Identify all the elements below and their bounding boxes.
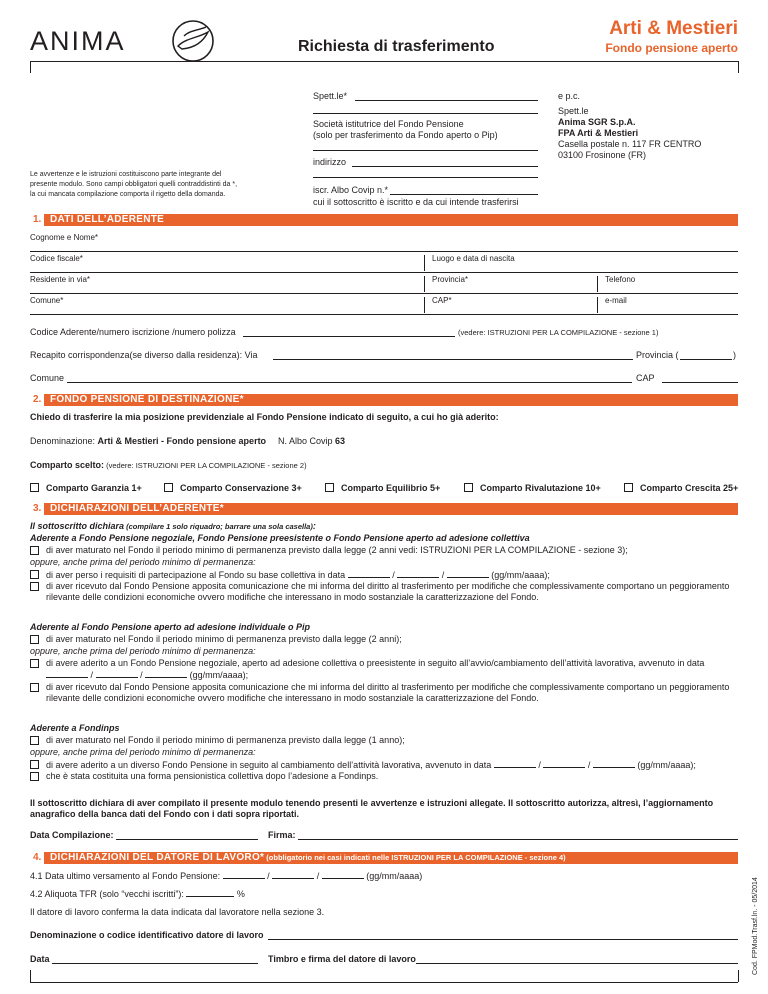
ultimo-versamento-yyyy[interactable] [322,870,364,879]
cognome-nome-label: Cognome e Nome* [30,233,99,242]
side-code: Cod. FPMod.Trasf.ln. - 05/2014 [752,877,759,975]
denominazione-row: Denominazione: Arti & Mestieri - Fondo pensione aperto [30,436,267,446]
company-line1: Società istitutrice del Fondo Pensione [313,119,464,129]
company-line2: (solo per trasferimento da Fondo aperto o Pip) [313,130,498,140]
ultimo-versamento-dd[interactable] [223,870,265,879]
recapito-provincia-close: ) [733,350,736,360]
ultimo-versamento-mm[interactable] [272,870,314,879]
comparto-crescita-checkbox[interactable] [624,483,633,492]
codice-fiscale-field[interactable] [30,272,738,273]
provincia-label: Provincia* [432,275,469,284]
conferma-text: Il datore di lavoro conferma la data indicata dal lavoratore nella sezione 3. [30,907,325,917]
recapito-cap-field[interactable] [662,382,738,383]
fund-name: Arti & Mestieri [609,18,738,39]
recapito-cap-label: CAP [636,373,655,383]
section3-intro: Il sottoscritto dichiara (compilare 1 solo riquadro; barrare una sola casella): [30,521,316,531]
aliquota-field[interactable] [186,888,234,897]
g1-date-mm[interactable] [397,569,439,578]
comparto-crescita-label: Comparto Crescita 25+ [640,483,739,493]
recapito-provincia-field[interactable] [680,359,732,360]
data-compilazione-field[interactable] [116,839,258,840]
spett-label: Spett.le* [313,91,348,101]
cc-line: 03100 Frosinone (FR) [558,150,647,160]
g3-opt3-checkbox[interactable] [30,772,39,781]
g3-date-yyyy[interactable] [593,759,635,768]
luogo-data-label: Luogo e data di nascita [432,254,515,263]
firma-field[interactable] [298,839,738,840]
section1-header: 1. DATI DELL’ADERENTE [30,214,738,226]
logo [30,18,220,62]
comparto-garanzia-label: Comparto Garanzia 1+ [46,483,142,493]
closing-statement: Il sottoscritto dichiara di aver compilato il presente modulo tenendo presenti le avvertenze e istruzioni allegate. Il sottoscritto autorizza, altresì, l’aggiornamento anagrafico della banca dati del Fondo con i dati sopra riportati. [30,798,714,819]
section4-header: 4. DICHIARAZIONI DEL DATORE DI LAVORO* (obbligatorio nei casi indicati nelle ISTRUZIONI PER LA COMPILAZIONE - sezione 4) [30,852,738,864]
cc-address [558,106,701,161]
g2-oppure: oppure, anche prima del periodo minimo di permanenza: [30,646,256,656]
timbro-label: Timbro e firma del datore di lavoro [268,954,416,964]
codice-aderente-label: Codice Aderente/numero iscrizione /numero polizza [30,327,236,337]
cognome-nome-field[interactable] [30,251,738,252]
g3-oppure: oppure, anche prima del periodo minimo di permanenza: [30,747,256,757]
g2-date-mm[interactable] [96,669,138,678]
g3-opt3-text: che è stata costituita una forma pensionistica collettiva dopo l’adesione a Fondinps. [46,771,379,781]
g2-date-dd[interactable] [46,669,88,678]
form-title: Richiesta di trasferimento [298,38,495,55]
g3-date-mm[interactable] [543,759,585,768]
g2-date-yyyy[interactable] [145,669,187,678]
g2-opt1-text: di aver maturato nel Fondo il periodo minimo di permanenza previsto dalla legge (2 anni); [46,634,402,644]
recapito-comune-field[interactable] [67,382,632,383]
residente-field[interactable] [30,293,738,294]
data-datore-field[interactable] [52,963,258,964]
codice-aderente-note: (vedere: ISTRUZIONI PER LA COMPILAZIONE - sezione 1) [458,328,659,337]
denominazione-datore-label: Denominazione o codice identificativo datore di lavoro [30,930,264,940]
company-field-2[interactable] [313,150,538,151]
company-name-field[interactable] [313,113,538,114]
section2-header: 2. FONDO PENSIONE DI DESTINAZIONE* [30,394,738,406]
codice-fiscale-label: Codice fiscale* [30,254,83,263]
g1-date-dd[interactable] [348,569,390,578]
g2-opt1-checkbox[interactable] [30,635,39,644]
cc-line: FPA Arti & Mestieri [558,128,639,138]
timbro-field[interactable] [416,963,738,964]
g3-opt2-checkbox[interactable] [30,760,39,769]
g1-opt1-text: di aver maturato nel Fondo il periodo minimo di permanenza previsto dalla legge (2 anni vedi: ISTRUZIONI PER LA COMPILAZIONE - sezione 3); [46,545,628,555]
cc-label: e p.c. [558,91,581,101]
email-label: e-mail [605,296,627,305]
cc-line: Spett.le [558,106,589,116]
albo-field[interactable] [390,194,538,195]
logo-text: ANIMA [30,26,126,56]
g1-opt3-checkbox[interactable] [30,582,39,591]
group1-title: Aderente a Fondo Pensione negoziale, Fondo Pensione preesistente o Fondo Pensione aperto ad adesione collettiva [30,533,530,543]
g3-opt2-text: di avere aderito a un diverso Fondo Pensione in seguito al cambiamento dell’attività lavorativa, avvenuto in data / / (gg/mm/aaaa); [46,760,696,770]
address-field-2[interactable] [313,177,538,178]
comparto-conservazione-label: Comparto Conservazione 3+ [180,483,302,493]
g1-opt2-text: di aver perso i requisiti di partecipazione al Fondo su base collettiva in data / / (gg/mm/aaaa); [46,570,550,580]
comparto-equilibrio-label: Comparto Equilibrio 5+ [341,483,441,493]
g1-opt1-checkbox[interactable] [30,546,39,555]
comparto-rivalutazione-checkbox[interactable] [464,483,473,492]
codice-aderente-field[interactable] [243,336,455,337]
aliquota-row: 4.2 Aliquota TFR (solo “vecchi iscritti”): % [30,889,245,899]
cap-label: CAP* [432,296,452,305]
firma-label: Firma: [268,830,296,840]
cc-line: Anima SGR S.p.A. [558,117,636,127]
comparto-equilibrio-checkbox[interactable] [325,483,334,492]
comune-field[interactable] [30,314,738,315]
comparto-rivalutazione-label: Comparto Rivalutazione 10+ [480,483,601,493]
g2-opt2-checkbox[interactable] [30,659,39,668]
denominazione-datore-field[interactable] [268,939,738,940]
fund-subtitle: Fondo pensione aperto [605,41,738,55]
spett-field[interactable] [355,100,538,101]
g1-oppure: oppure, anche prima del periodo minimo di permanenza: [30,557,256,567]
data-compilazione-label: Data Compilazione: [30,830,114,840]
g3-opt1-text: di aver maturato nel Fondo il periodo minimo di permanenza previsto dalla legge (1 anno); [46,735,405,745]
recapito-via-field[interactable] [273,359,633,360]
albo-note: cui il sottoscritto è iscritto e da cui intende trasferirsi [313,197,519,207]
g1-date-yyyy[interactable] [447,569,489,578]
telefono-label: Telefono [605,275,636,284]
comparto-garanzia-checkbox[interactable] [30,483,39,492]
residente-label: Residente in via* [30,275,91,284]
address-field[interactable] [352,166,538,167]
g2-opt3-text: di aver ricevuto dal Fondo Pensione apposita comunicazione che mi informa del diritto al trasferimento per modifiche che complessivamente comportano un peggioramento rilevante delle condizioni economiche ovvero modifiche che interessano in modo sostanziale la caratterizzazione del Fondo. [46,682,730,703]
cc-line: Casella postale n. 117 FR CENTRO [558,139,702,149]
g2-opt3-checkbox[interactable] [30,683,39,692]
address-label: indirizzo [313,157,347,167]
data-datore-label: Data [30,954,50,964]
recapito-label: Recapito corrispondenza(se diverso dalla residenza): Via [30,350,258,360]
g1-opt2-checkbox[interactable] [30,570,39,579]
g3-opt1-checkbox[interactable] [30,736,39,745]
comparto-conservazione-checkbox[interactable] [164,483,173,492]
group3-title: Aderente a Fondinps [30,723,120,733]
group2-title: Aderente al Fondo Pensione aperto ad adesione individuale o Pip [30,622,311,632]
recapito-provincia-label: Provincia ( [636,350,679,360]
recapito-comune-label: Comune [30,373,65,383]
albo-label: iscr. Albo Covip n.* [313,185,389,195]
logo-bird-icon [170,18,216,64]
comparto-row: Comparto scelto: (vedere: ISTRUZIONI PER LA COMPILAZIONE - sezione 2) [30,460,307,470]
section2-intro: Chiedo di trasferire la mia posizione previdenziale al Fondo Pensione indicato di seguito, a cui ho già aderito: [30,412,499,422]
g3-date-dd[interactable] [494,759,536,768]
albo-covip-row: N. Albo Covip 63 [278,436,346,446]
ultimo-versamento-row: 4.1 Data ultimo versamento al Fondo Pensione: / / (gg/mm/aaaa) [30,871,423,881]
g1-opt3-text: di aver ricevuto dal Fondo Pensione apposita comunicazione che mi informa del diritto al trasferimento per modifiche che complessivamente comportano un peggioramento rilevante delle condizioni economiche ovvero modifiche che interessano in modo sostanziale la caratterizzazione del Fondo. [46,581,730,602]
g2-opt2-text: di avere aderito a un Fondo Pensione negoziale, aperto ad adesione collettiva o preesistente in seguito all’avvio/cambiamento dell’attività lavorativa, avvenuto in data / / (gg/mm/aaaa); [46,658,705,680]
comune-label: Comune* [30,296,64,305]
section3-header: 3. DICHIARAZIONI DELL’ADERENTE* [30,503,738,515]
warning-text: Le avvertenze e le istruzioni costituiscono parte integrante del presente modulo. Sono campi obbligatori quelli contraddistinti da *, la cui mancata compilazione comporta il rigetto della domanda. [30,171,238,198]
